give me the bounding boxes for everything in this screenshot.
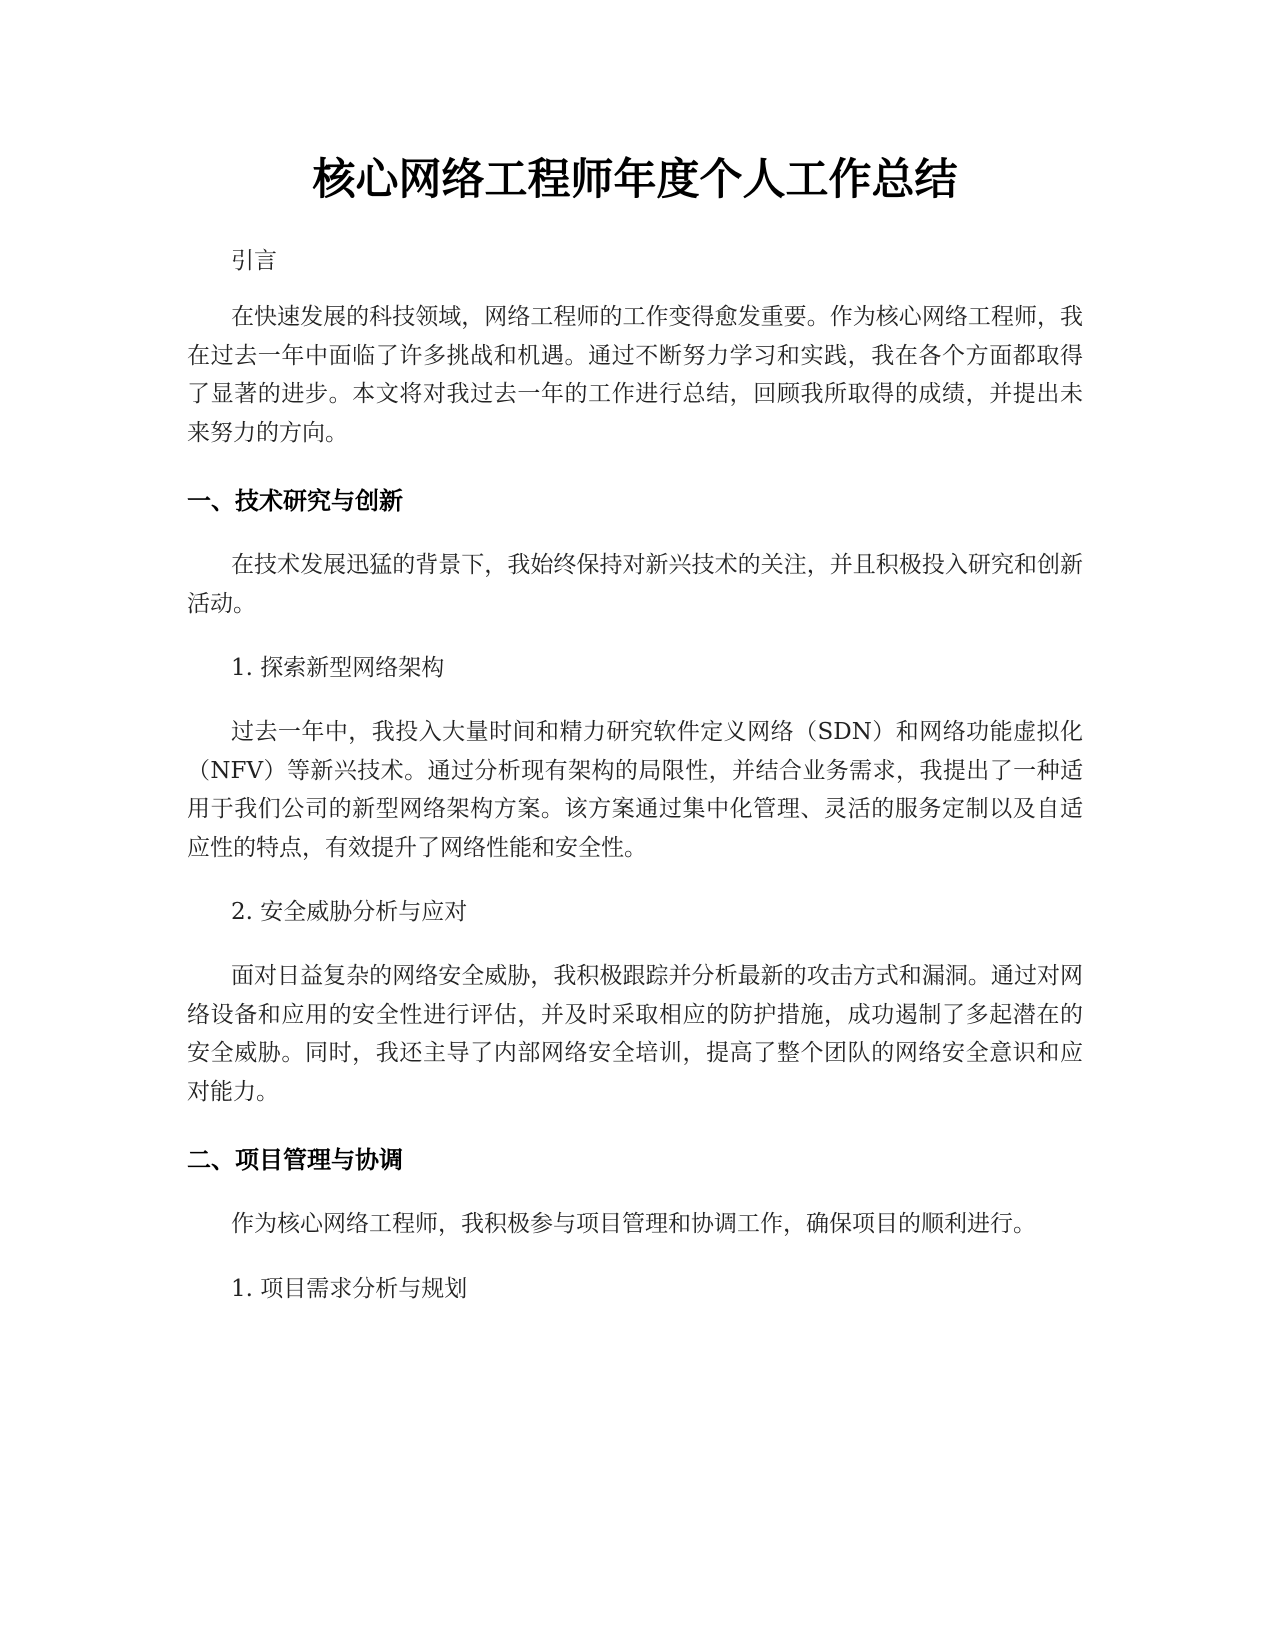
item-label-requirements: 1. 项目需求分析与规划: [231, 1275, 468, 1302]
intro-label: 引言: [231, 248, 277, 274]
section-heading-project: 二、项目管理与协调: [187, 1146, 403, 1174]
document-body: [187, 150, 1083, 1308]
intro-paragraph: 在快速发展的科技领域，网络工程师的工作变得愈发重要。作为核心网络工程师，我在过去一年中面临了许多挑战和机遇。通过不断努力学习和实践，我在各个方面都取得了显著的进步。本文将对我过去一年的工作进行总结，回顾我所取得的成绩，并提出未来努力的方向。: [187, 304, 1083, 446]
item-paragraph-security-threats: 面对日益复杂的网络安全威胁，我积极跟踪并分析最新的攻击方式和漏洞。通过对网络设备和应用的安全性进行评估，并及时采取相应的防护措施，成功遏制了多起潜在的安全威胁。同时，我还主导了内部网络安全培训，提高了整个团队的网络安全意识和应对能力。: [187, 963, 1083, 1105]
section-heading-tech: 一、技术研究与创新: [187, 487, 403, 515]
item-label-network-architecture: 1. 探索新型网络架构: [231, 655, 445, 681]
section-tech-paragraph: 在技术发展迅猛的背景下，我始终保持对新兴技术的关注，并且积极投入研究和创新活动。: [187, 552, 1083, 617]
section-project-paragraph: 作为核心网络工程师，我积极参与项目管理和协调工作，确保项目的顺利进行。: [231, 1211, 1036, 1237]
item-paragraph-network-architecture: 过去一年中，我投入大量时间和精力研究软件定义网络（SDN）和网络功能虚拟化（NFV）等新兴技术。通过分析现有架构的局限性，并结合业务需求，我提出了一种适用于我们公司的新型网络架构方案。该方案通过集中化管理、灵活的服务定制以及自适应性的特点，有效提升了网络性能和安全性。: [187, 719, 1083, 861]
item-label-security-threats: 2. 安全威胁分析与应对: [231, 899, 468, 925]
document-title: 核心网络工程师年度个人工作总结: [312, 155, 958, 205]
